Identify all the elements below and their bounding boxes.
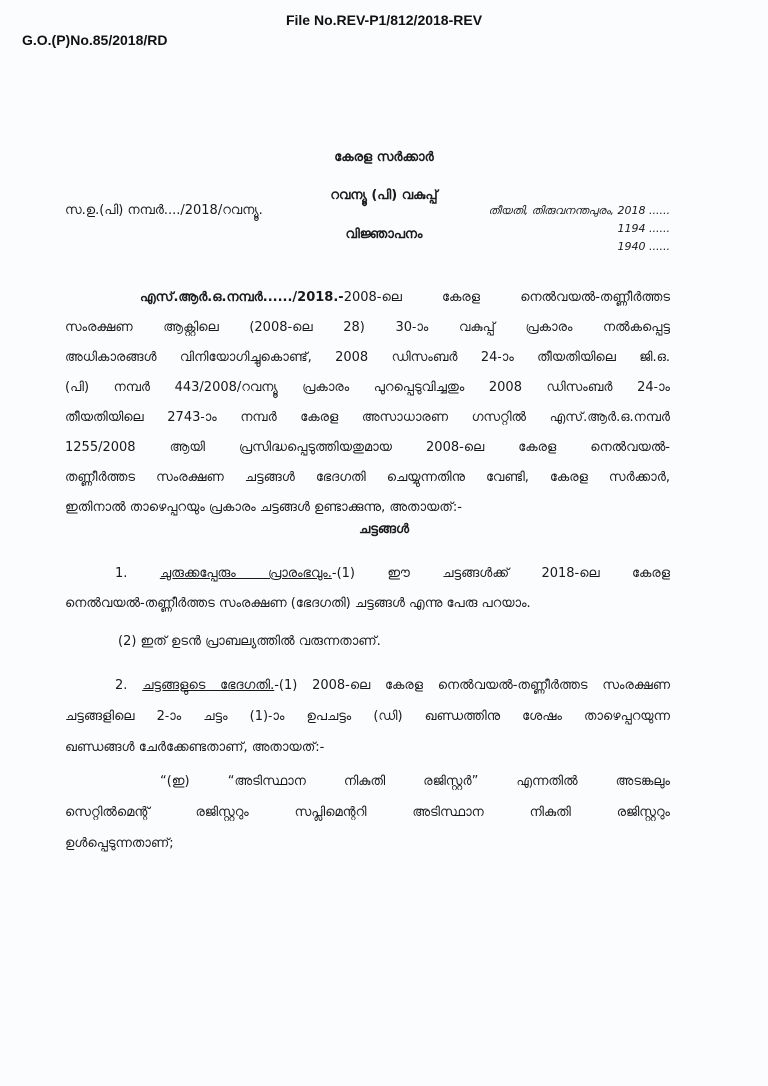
preamble-line: അധികാരങ്ങൾ വിനിയോഗിച്ചുകൊണ്ട്, 2008 ഡിസംബർ 24-ാം തീയതിയിലെ ജി.ഒ. [65,350,670,365]
preamble-line: സംരക്ഷണ ആക്റ്റിലെ (2008-ലെ 28) 30-ാം വകുപ്പ് പ്രകാരം നൽകപ്പെട്ട [65,320,670,335]
title-government: കേരള സർക്കാർ [334,150,434,165]
file-number: File No.REV-P1/812/2018-REV [285,12,483,28]
quote-line: “(ഇ) “അടിസ്ഥാന നികുതി രജിസ്റ്റർ” എന്നതിൽ അടങ്കലും [160,774,670,789]
rules-heading: ചട്ടങ്ങൾ [358,522,410,537]
preamble-line: 1255/2008 ആയി പ്രസിദ്ധപ്പെടുത്തിയതുമായ 2008-ലെ കേരള നെൽവയൽ- [65,440,670,455]
go-number: G.O.(P)No.85/2018/RD [22,32,168,48]
title-notification: വിജ്ഞാപനം [345,227,423,242]
quote-line: ഉൾപ്പെടുന്നതാണ്; [65,836,174,851]
date-1194: 1194 ...... [617,222,670,235]
preamble-line: തണ്ണീർത്തട സംരക്ഷണ ചട്ടങ്ങൾ ഭേദഗതി ചെയ്യുന്നതിനു വേണ്ടി, കേരള സർക്കാർ, [65,470,670,485]
date-1940: 1940 ...... [617,240,670,253]
preamble-line: എസ്.ആർ.ഒ.നമ്പർ....../2018.-2008-ലെ കേരള നെൽവയൽ-തണ്ണീർത്തട [140,290,670,305]
title-department: റവന്യൂ (പി) വകുപ്പ് [330,188,438,203]
rule-1-heading: ചുരുക്കപ്പേരും പ്രാരംഭവും. [159,566,332,581]
rule-2-line: 2. ചട്ടങ്ങളുടെ ഭേദഗതി.-(1) 2008-ലെ കേരള നെൽവയൽ-തണ്ണീർത്തട സംരക്ഷണ [115,678,670,693]
order-number: സ.ഉ.(പി) നമ്പർ..../2018/റവന്യൂ. [65,203,263,218]
rule-2-line: ചട്ടങ്ങളിലെ 2-ാം ചട്ടം (1)-ാം ഉപചട്ടം (ഡി) ഖണ്ഡത്തിനു ശേഷം താഴെപ്പറയുന്ന [65,709,670,724]
rule-2-line: ഖണ്ഡങ്ങൾ ചേർക്കേണ്ടതാണ്, അതായത്:- [65,740,325,755]
date-line: തീയതി, തിരുവനന്തപുരം, 2018 ...... [488,204,670,217]
rule-1-sub-2: (2) ഇത് ഉടൻ പ്രാബല്യത്തിൽ വരുന്നതാണ്. [118,634,381,649]
preamble-line: തീയതിയിലെ 2743-ാം നമ്പർ കേരള അസാധാരണ ഗസറ്റിൽ എസ്.ആർ.ഒ.നമ്പർ [65,410,670,425]
preamble-line: (പി) നമ്പർ 443/2008/റവന്യൂ പ്രകാരം പുറപ്പെടുവിച്ചതും 2008 ഡിസംബർ 24-ാം [65,380,670,395]
preamble-line: ഇതിനാൽ താഴെപ്പറയും പ്രകാരം ചട്ടങ്ങൾ ഉണ്ടാക്കുന്നു, അതായത്:- [65,500,462,515]
rule-2-heading: ചട്ടങ്ങളുടെ ഭേദഗതി. [142,678,275,693]
sro-number: എസ്.ആർ.ഒ.നമ്പർ....../2018.- [140,290,344,305]
rule-1-line: 1. ചുരുക്കപ്പേരും പ്രാരംഭവും.-(1) ഈ ചട്ടങ്ങൾക്ക് 2018-ലെ കേരള [115,566,670,581]
rule-1-line: നെൽവയൽ-തണ്ണീർത്തട സംരക്ഷണ (ഭേദഗതി) ചട്ടങ്ങൾ എന്നു പേരു പറയാം. [65,596,531,611]
quote-line: സെറ്റിൽമെന്റ് രജിസ്റ്ററും സപ്ലിമെന്ററി അടിസ്ഥാന നികുതി രജിസ്റ്ററും [65,805,670,820]
